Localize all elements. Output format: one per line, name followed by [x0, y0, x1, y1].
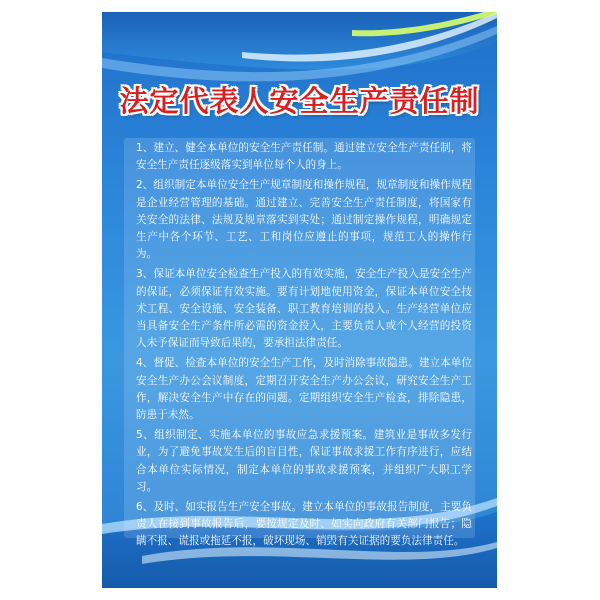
title-banner [102, 76, 497, 126]
rule-item-1: 1、建立、健全本单位的安全生产责任制。通过建立安全生产责任制，将安全生产责任逐级落实到单位每个人的身上。 [136, 142, 472, 172]
rule-item-6: 6、及时、如实报告生产安全事故。建立本单位的事故报告制度，主要负责人在接到事故报告后，要按规定及时、如实向政府有关部门报告；隐瞒不报、谎报或拖延不报，破坏现场、销毁有关证据的要负法律责任。 [136, 501, 472, 548]
poster-title: 法定代表人安全生产责任制 [119, 84, 480, 118]
rule-item-3: 3、保证本单位安全检查生产投入的有效实施，安全生产投入是安全生产的保证，必须保证有效实施。要有计划地使用资金，保证本单位安全技术工程、安全设施、安全装备、职工教育培训的投入。生产经营单位应当具备安全生产条件所必需的资金投入，主要负责人或个人经营的投资人未予保证而导致后果的，要承担法律责任。 [136, 268, 472, 350]
rules-list [136, 140, 472, 554]
rule-item-4: 4、督促、检查本单位的安全生产工作，及时消除事故隐患。建立本单位安全生产办公会议制度，定期召开安全生产办公会议，研究安全生产工作，解决安全生产中存在的问题。定期组织安全生产检查，排除隐患，防患于未然。 [136, 357, 472, 422]
poster [102, 12, 497, 588]
rule-item-5: 5、组织制定、实施本单位的事故应急求援预案。建筑业是事故多发行业，为了避免事故发生后的盲目性，保证事故求援工作有序进行，应结合本单位实际情况，制定本单位的事故求援预案，并组织广大职工学习。 [136, 429, 472, 493]
rule-item-2: 2、组织制定本单位安全生产规章制度和操作规程，规章制度和操作规程是企业经营管理的基础。通过建立、完善安全生产责任制度，将国家有关安全的法律、法规及规章落实到实处；通过制定操作规程，明确规定生产中各个环节、工艺、工和岗位应遵止的事项，规范工人的操作行为。 [136, 179, 472, 261]
